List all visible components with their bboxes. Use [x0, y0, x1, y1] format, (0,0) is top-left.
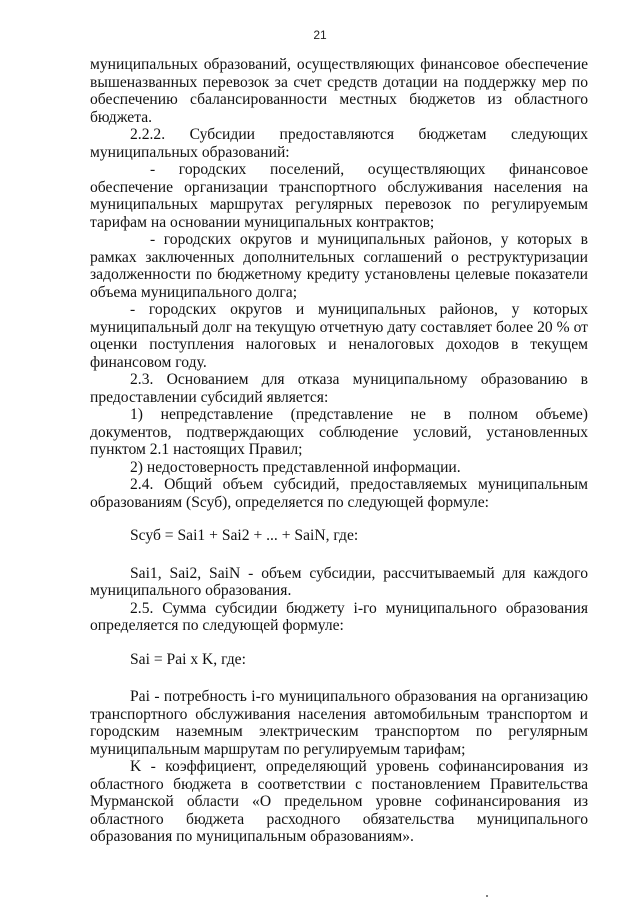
page-number: 21	[313, 28, 327, 42]
paragraph-2-3: 2.3. Основанием для отказа муниципальному образованию в предоставлении субсидий является:	[90, 371, 588, 406]
formula-sai: Sai = Pai x K, где:	[130, 650, 246, 668]
list-item-city-settlements: - городских поселений, осуществляющих финансовое обеспечение организации транспортного обслуживания населения на муниципальных маршрутах регулярных перевозок по регулируемым тарифам на основании муниципальных контрактов;	[90, 161, 588, 231]
refusal-reason-1: 1) непредставление (представление не в полном объеме) документов, подтверждающих соблюдение условий, установленных пунктом 2.1 настоящих Правил;	[90, 406, 588, 458]
paragraph-2-2-2: 2.2.2. Субсидии предоставляются бюджетам следующих муниципальных образований:	[90, 126, 588, 161]
definition-pai: Pai - потребность i-го муниципального образования на организацию транспортного обслуживания населения автомобильным транспортом и городским наземным электрическим транспортом по регулярным муниципальным маршрутам по регулируемым тарифам;	[90, 688, 588, 758]
paragraph-2-4: 2.4. Общий объем субсидий, предоставляемых муниципальным образованиям (Sсуб), определяется по следующей формуле:	[90, 476, 588, 511]
paragraph-continuation: муниципальных образований, осуществляющих финансовое обеспечение вышеназванных перевозок за счет средств дотации на поддержку мер по обеспечению сбалансированности местных бюджетов из областного бюджета.	[90, 56, 588, 126]
formula-explanation-sai: Sai1, Sai2, SaiN - объем субсидии, рассчитываемый для каждого муниципального образования.	[90, 564, 588, 599]
refusal-reason-2: 2) недостоверность представленной информации.	[130, 458, 461, 476]
formula-total-subsidy: Sсуб = Sai1 + Sai2 + ... + SaiN, где:	[130, 527, 359, 544]
formula-block-total	[90, 527, 588, 545]
definition-k: K - коэффициент, определяющий уровень софинансирования из областного бюджета в соответствии с постановлением Правительства Мурманской области «О предельном уровне софинансирования из областного бюджета расходного обязательства муниципального образования по муниципальным образованиям».	[90, 758, 588, 845]
scan-speck	[486, 895, 488, 897]
list-item-debt-restructuring: - городских округов и муниципальных районов, у которых в рамках заключенных дополнительных соглашений о реструктуризации задолженности по бюджетному кредиту установлены целевые показатели объема муниципального долга;	[90, 231, 588, 301]
formula-block-sai	[90, 651, 588, 669]
document-body	[90, 56, 588, 846]
list-item-debt-threshold: - городских округов и муниципальных районов, у которых муниципальный долг на текущую отчетную дату составляет более 20 % от оценки поступления налоговых и неналоговых доходов в текущем финансовом году.	[90, 301, 588, 371]
paragraph-2-5: 2.5. Сумма субсидии бюджету i-го муниципального образования определяется по следующей формуле:	[90, 599, 588, 634]
